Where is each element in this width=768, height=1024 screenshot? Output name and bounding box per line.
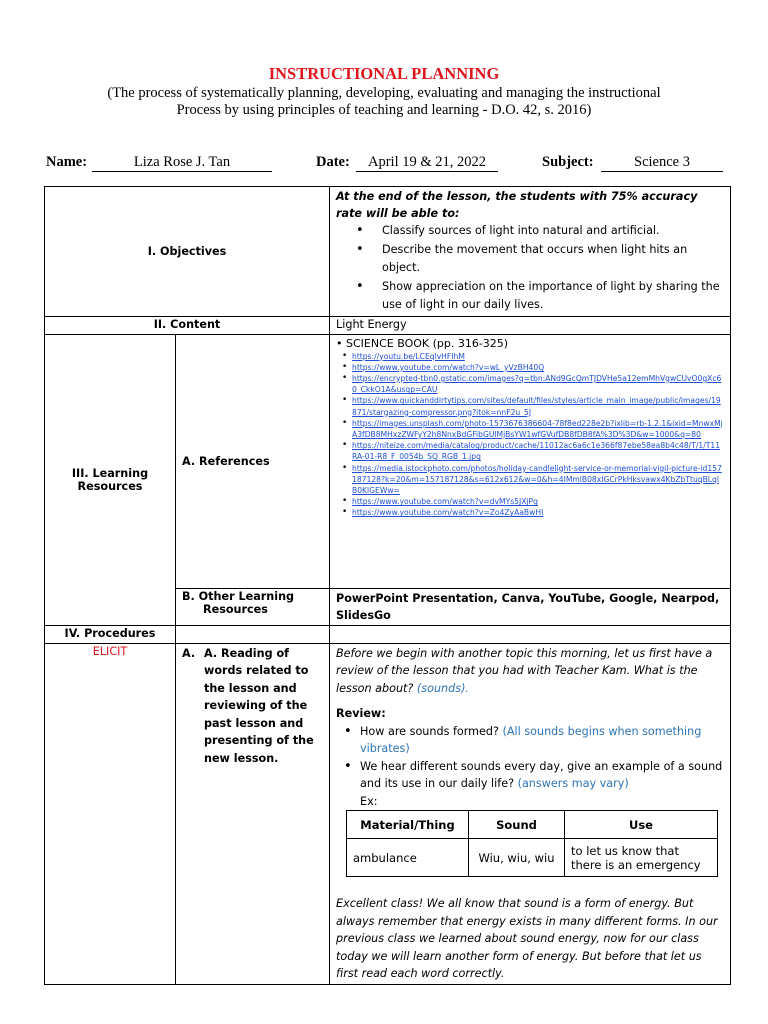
answer-2: (answers may vary) [517, 777, 629, 790]
elicit-step-letter: A. [182, 646, 196, 660]
science-book-reference: • SCIENCE BOOK (pp. 316-325) [336, 336, 509, 350]
subtitle-line-1: (The process of systematically planning, developing, evaluating and managing the instructional [107, 85, 661, 101]
other-resources-value: PowerPoint Presentation, Canva, YouTube, Google, Nearpod, SlidesGo [330, 588, 731, 625]
cell-use: to let us know that there is an emergency [565, 839, 718, 877]
elicit-intro-text: Before we begin with another topic this morning, let us first have a review of the lesson that you had with Teacher Kam. What is the lesson about? [336, 646, 713, 695]
example-table [346, 810, 718, 877]
objectives-cell [330, 187, 731, 317]
reference-link-item [342, 351, 724, 362]
subject-label: Subject: [542, 154, 594, 170]
references-row [45, 334, 731, 588]
header-material: Material/Thing [347, 811, 469, 839]
header-use: Use [565, 811, 718, 839]
objectives-intro: At the end of the lesson, the students with 75% accuracy rate will be able to: [336, 190, 698, 220]
objective-item: • Show appreciation on the importance of light by sharing the use of light in our daily lives. [356, 278, 724, 315]
other-resources-line-2: Resources [203, 602, 268, 616]
learning-resources-label [45, 334, 176, 625]
reference-link-item [342, 463, 724, 497]
objectives-list [356, 222, 724, 315]
example-label: Ex: [360, 794, 378, 808]
reference-link[interactable]: https://www.youtube.com/watch?v=Zo4ZyAaBwHI [352, 508, 544, 518]
cell-sound: Wiu, wiu, wiu [469, 839, 565, 877]
cell-material: ambulance [347, 839, 469, 877]
reference-links [342, 351, 724, 519]
reference-link[interactable]: https://images.unsplash.com/photo-1573676386604-78f8ed228e2b?ixlib=rb-1.2.1&ixid=MnwxMjA3fDB8MHxzZWFyY2h8NnxBdGFibGUlMjBsYW1wfGVufDB8fDB8fA%3D%3D&w=1000&q=80 [352, 418, 723, 439]
elicit-phase-label: ELICIT [45, 643, 176, 984]
content-label: II. Content [45, 316, 330, 334]
reference-link-item [342, 373, 724, 395]
subject-value: Science 3 [601, 154, 723, 172]
reference-link[interactable]: https://niteize.com/media/catalog/product/cache/11012ac6a6c1e366f87ebe58ea8b4c48/T/1/T11RA-01-R8_F_0054b_SQ_RGB_1.jpg [352, 441, 721, 462]
elicit-closing: Excellent class! We all know that sound is a form of energy. But always remember that energy exists in many different forms. In our previous class we learned about sound energy, now for our class today we will learn another form of energy. But before that let us first read each word correctly. [336, 897, 718, 980]
elicit-content [330, 643, 731, 984]
reference-link-item [342, 440, 724, 462]
science-book-text: SCIENCE BOOK (pp. 316-325) [346, 336, 509, 350]
example-table-header [347, 811, 718, 839]
document-subtitle [0, 85, 768, 119]
reference-link[interactable]: https://www.youtube.com/watch?v=dvMYs5JXjPg [352, 497, 538, 507]
question-1: How are sounds formed? [360, 724, 499, 738]
review-label: Review: [336, 707, 386, 720]
name-label: Name: [46, 154, 88, 170]
info-line [46, 154, 726, 174]
reference-link[interactable]: https://www.quickanddirtytips.com/sites/default/files/styles/article_main_image/public/images/19871/stargazing-compressor.png?itok=nnF2u_5J [352, 396, 721, 417]
review-list [342, 723, 724, 793]
objective-item: • Classify sources of light into natural and artificial. [356, 222, 724, 241]
content-value: Light Energy [330, 316, 731, 334]
reference-link[interactable]: https://media.istockphoto.com/photos/holiday-candlelight-service-or-memorial-vigil-picture-id157187128?k=20&m=157187128&s=612x612&w=0&h=4IMmlB08xIGCrPkHksvawx4KbZbTtuqBLqlB0KlGEWw= [352, 463, 722, 495]
example-table-row [347, 839, 718, 877]
objective-item: • Describe the movement that occurs when light hits an object. [356, 241, 724, 278]
objectives-row [45, 187, 731, 317]
name-value: Liza Rose J. Tan [92, 154, 272, 172]
elicit-intro [336, 645, 724, 698]
references-label: A. References [176, 334, 330, 588]
elicit-step [182, 645, 323, 768]
header-sound: Sound [469, 811, 565, 839]
planning-table [44, 186, 731, 985]
elicit-step-label [176, 643, 330, 984]
reference-link[interactable]: https://www.youtube.com/watch?v=wL_yVzBH40Q [352, 362, 545, 372]
reference-link-item [342, 395, 724, 417]
reference-link-item [342, 507, 724, 518]
procedures-label: IV. Procedures [45, 625, 176, 643]
subtitle-line-2: Process by using principles of teaching and learning - D.O. 42, s. 2016) [176, 102, 592, 118]
reference-link[interactable]: https://encrypted-tbn0.gstatic.com/images?q=tbn:ANd9GcQmTJDVHe5a12emMhVgwCUvO0gXc60_CkkO1A&usqp=CAU [352, 373, 722, 395]
elicit-row [45, 643, 731, 984]
reference-link-item [342, 418, 724, 440]
date-label: Date: [316, 154, 350, 170]
elicit-step-text: A. Reading of words related to the lesson and reviewing of the past lesson and presenting of the new lesson. [204, 646, 314, 765]
other-resources-line-1: B. Other Learning [182, 589, 295, 603]
empty-cell [176, 625, 330, 643]
elicit-intro-answer: (sounds). [416, 681, 469, 695]
reference-link[interactable]: https://youtu.be/LCEqlvHFIhM [352, 351, 465, 361]
content-row [45, 316, 731, 334]
reference-link-item [342, 362, 724, 373]
answer-1: (All sounds begins when something vibrates) [360, 724, 702, 755]
objectives-label: I. Objectives [45, 187, 330, 317]
learning-resources-line-2: Resources [77, 479, 143, 493]
review-question [342, 723, 724, 758]
document-title: INSTRUCTIONAL PLANNING [268, 64, 500, 83]
references-cell [330, 334, 731, 588]
review-question [342, 758, 724, 793]
learning-resources-line-1: III. Learning [71, 466, 149, 480]
other-resources-label [176, 588, 330, 625]
empty-cell [330, 625, 731, 643]
procedures-row [45, 625, 731, 643]
date-value: April 19 & 21, 2022 [356, 154, 498, 172]
question-2: We hear different sounds every day, give an example of a sound and its use in our daily life? [360, 759, 723, 790]
reference-link-item [342, 496, 724, 507]
